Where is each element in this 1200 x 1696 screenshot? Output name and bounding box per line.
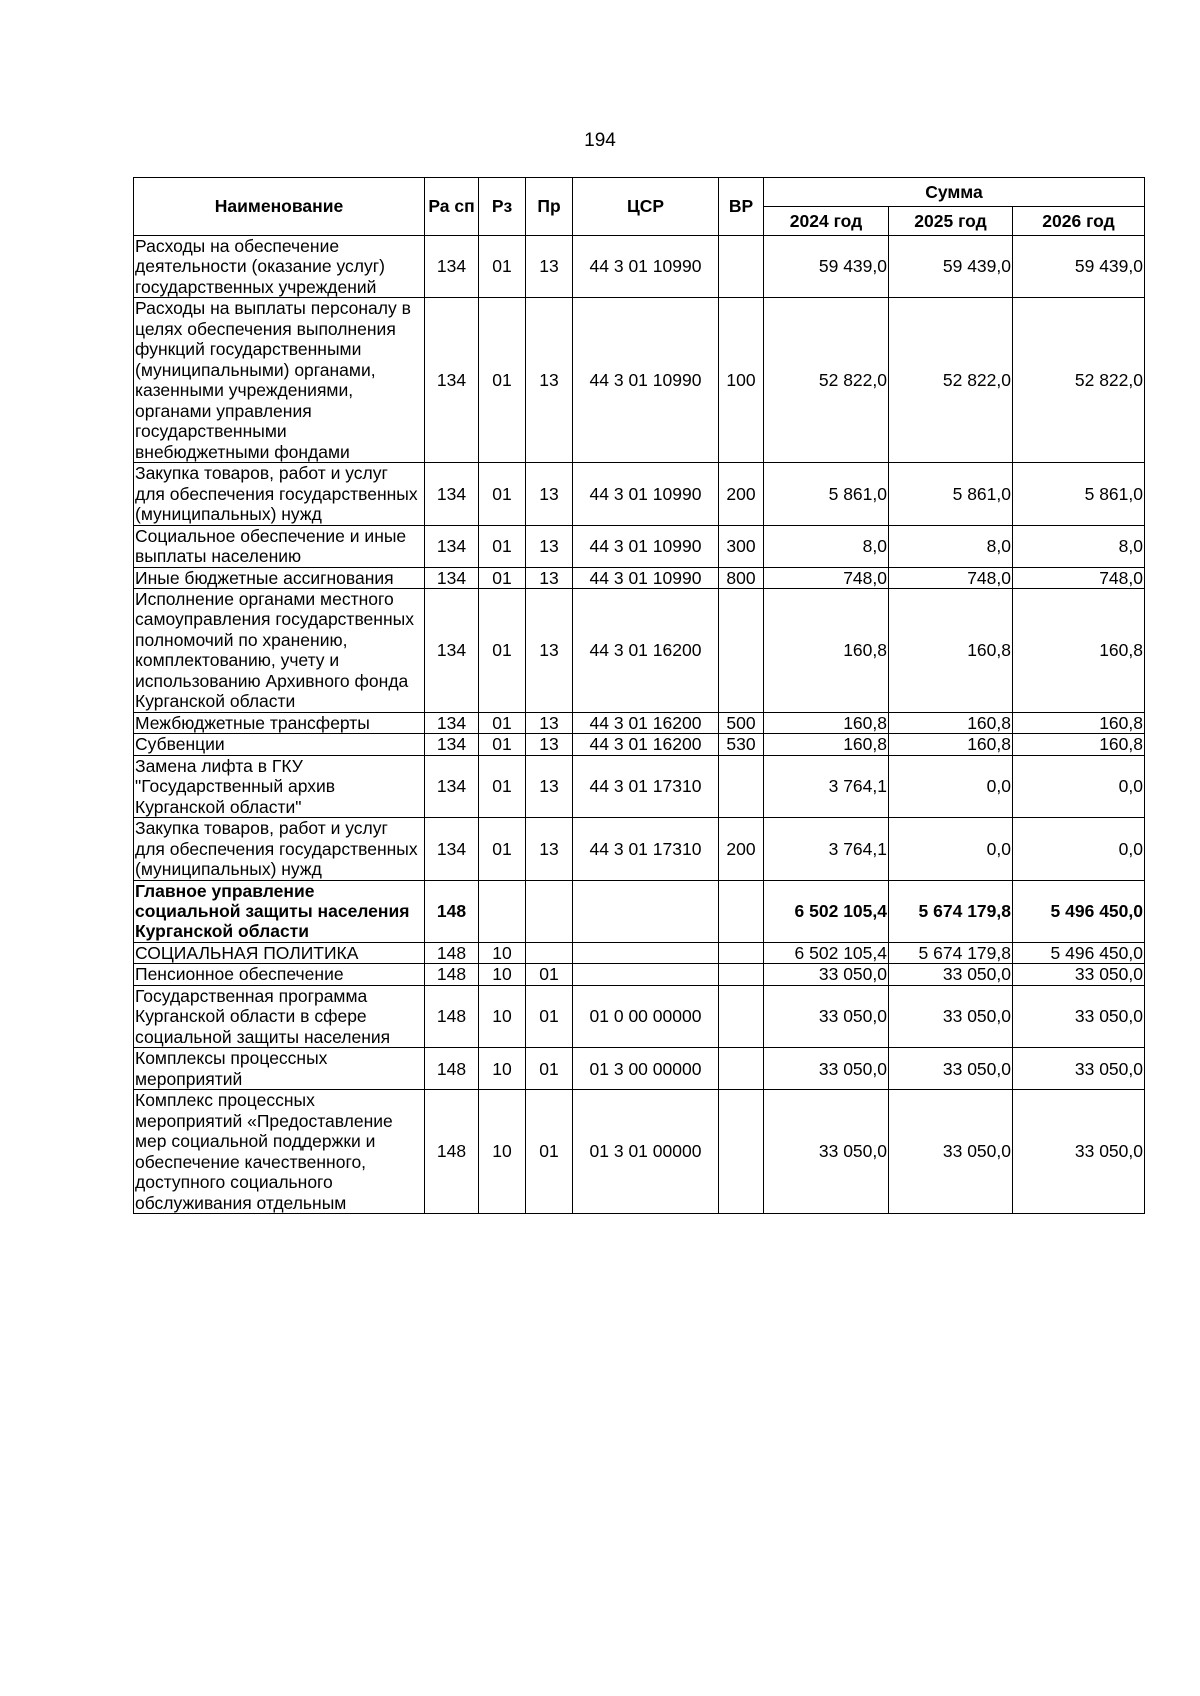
cell-rz: 01 [479, 818, 526, 880]
cell-name: Закупка товаров, работ и услуг для обеспечения государственных (муниципальных) нужд [134, 463, 425, 525]
cell-rasp: 134 [425, 712, 479, 733]
cell-pr: 13 [526, 463, 573, 525]
cell-2026: 5 496 450,0 [1013, 942, 1145, 963]
table-header [134, 178, 1145, 236]
cell-name: Комплекс процессных мероприятий «Предоставление мер социальной поддержки и обеспечение качественного, доступного социального обслуживания отдельным [134, 1090, 425, 1214]
header-2025: 2025 год [889, 207, 1013, 236]
cell-pr: 13 [526, 567, 573, 588]
cell-2026: 748,0 [1013, 567, 1145, 588]
table-row [134, 942, 1145, 963]
cell-rasp: 148 [425, 880, 479, 942]
cell-pr: 01 [526, 985, 573, 1047]
cell-name: Закупка товаров, работ и услуг для обеспечения государственных (муниципальных) нужд [134, 818, 425, 880]
cell-vr: 500 [719, 712, 764, 733]
table-row [134, 525, 1145, 567]
table-row [134, 463, 1145, 525]
cell-pr: 13 [526, 712, 573, 733]
cell-pr: 13 [526, 525, 573, 567]
cell-csr [573, 942, 719, 963]
cell-pr [526, 942, 573, 963]
header-rz: Рз [479, 178, 526, 236]
cell-2026: 0,0 [1013, 818, 1145, 880]
cell-2026: 5 496 450,0 [1013, 880, 1145, 942]
cell-name: Иные бюджетные ассигнования [134, 567, 425, 588]
cell-vr: 530 [719, 734, 764, 755]
header-vr: ВР [719, 178, 764, 236]
cell-2024: 160,8 [764, 588, 889, 712]
table-row [134, 734, 1145, 755]
header-pr: Пр [526, 178, 573, 236]
cell-csr: 44 3 01 17310 [573, 755, 719, 817]
cell-rasp: 148 [425, 1048, 479, 1090]
cell-2024: 160,8 [764, 712, 889, 733]
cell-name: Комплексы процессных мероприятий [134, 1048, 425, 1090]
cell-vr [719, 236, 764, 298]
cell-rz: 01 [479, 236, 526, 298]
table-row [134, 1090, 1145, 1214]
cell-2025: 5 861,0 [889, 463, 1013, 525]
cell-2024: 33 050,0 [764, 985, 889, 1047]
table-body [134, 236, 1145, 1214]
table-row [134, 880, 1145, 942]
header-2024: 2024 год [764, 207, 889, 236]
cell-rz: 01 [479, 567, 526, 588]
cell-2024: 8,0 [764, 525, 889, 567]
cell-csr [573, 964, 719, 985]
cell-csr: 44 3 01 10990 [573, 298, 719, 463]
cell-2024: 748,0 [764, 567, 889, 588]
cell-name: СОЦИАЛЬНАЯ ПОЛИТИКА [134, 942, 425, 963]
cell-2025: 59 439,0 [889, 236, 1013, 298]
cell-2025: 33 050,0 [889, 985, 1013, 1047]
cell-vr: 200 [719, 818, 764, 880]
table-row [134, 964, 1145, 985]
cell-vr: 800 [719, 567, 764, 588]
cell-pr [526, 880, 573, 942]
cell-pr: 01 [526, 1090, 573, 1214]
cell-vr [719, 985, 764, 1047]
cell-2024: 59 439,0 [764, 236, 889, 298]
cell-name: Пенсионное обеспечение [134, 964, 425, 985]
cell-rz: 01 [479, 525, 526, 567]
cell-2024: 33 050,0 [764, 1090, 889, 1214]
page-number: 194 [584, 130, 616, 151]
cell-2026: 33 050,0 [1013, 985, 1145, 1047]
table-row [134, 298, 1145, 463]
cell-vr: 100 [719, 298, 764, 463]
cell-rz [479, 880, 526, 942]
cell-rasp: 134 [425, 298, 479, 463]
cell-rz: 01 [479, 463, 526, 525]
cell-vr: 300 [719, 525, 764, 567]
cell-name: Межбюджетные трансферты [134, 712, 425, 733]
cell-2026: 33 050,0 [1013, 964, 1145, 985]
cell-2026: 160,8 [1013, 712, 1145, 733]
cell-2025: 33 050,0 [889, 1090, 1013, 1214]
cell-name: Расходы на выплаты персоналу в целях обеспечения выполнения функций государственными (муниципальными) органами, казенными учреждениями, органами управления государственными внебюджетными фондами [134, 298, 425, 463]
cell-2024: 6 502 105,4 [764, 880, 889, 942]
budget-table [133, 177, 1145, 1214]
table-row [134, 712, 1145, 733]
cell-rasp: 134 [425, 567, 479, 588]
cell-2024: 160,8 [764, 734, 889, 755]
cell-vr [719, 880, 764, 942]
cell-rz: 10 [479, 1090, 526, 1214]
cell-vr [719, 942, 764, 963]
cell-2024: 33 050,0 [764, 1048, 889, 1090]
cell-2025: 0,0 [889, 818, 1013, 880]
cell-vr [719, 1048, 764, 1090]
cell-csr: 44 3 01 16200 [573, 712, 719, 733]
cell-rasp: 134 [425, 755, 479, 817]
cell-name: Государственная программа Курганской области в сфере социальной защиты населения [134, 985, 425, 1047]
cell-2026: 160,8 [1013, 588, 1145, 712]
cell-csr: 44 3 01 17310 [573, 818, 719, 880]
cell-name: Исполнение органами местного самоуправления государственных полномочий по хранению, комплектованию, учету и использованию Архивного фонда Курганской области [134, 588, 425, 712]
cell-csr: 01 3 01 00000 [573, 1090, 719, 1214]
cell-csr: 44 3 01 10990 [573, 236, 719, 298]
header-csr: ЦСР [573, 178, 719, 236]
cell-rasp: 134 [425, 818, 479, 880]
cell-rasp: 148 [425, 964, 479, 985]
cell-2024: 33 050,0 [764, 964, 889, 985]
cell-2024: 52 822,0 [764, 298, 889, 463]
cell-pr: 13 [526, 734, 573, 755]
cell-name: Замена лифта в ГКУ "Государственный архив Курганской области" [134, 755, 425, 817]
cell-2024: 6 502 105,4 [764, 942, 889, 963]
table-row [134, 588, 1145, 712]
cell-2025: 748,0 [889, 567, 1013, 588]
cell-rz: 01 [479, 734, 526, 755]
table-row [134, 236, 1145, 298]
cell-pr: 13 [526, 236, 573, 298]
cell-2025: 52 822,0 [889, 298, 1013, 463]
cell-rasp: 148 [425, 942, 479, 963]
cell-2026: 0,0 [1013, 755, 1145, 817]
cell-csr: 44 3 01 16200 [573, 588, 719, 712]
cell-csr: 44 3 01 10990 [573, 567, 719, 588]
cell-pr: 13 [526, 755, 573, 817]
cell-2025: 5 674 179,8 [889, 880, 1013, 942]
cell-rz: 10 [479, 942, 526, 963]
cell-2025: 33 050,0 [889, 964, 1013, 985]
cell-rz: 01 [479, 298, 526, 463]
cell-vr [719, 588, 764, 712]
cell-pr: 13 [526, 298, 573, 463]
cell-2024: 3 764,1 [764, 755, 889, 817]
cell-rz: 01 [479, 712, 526, 733]
header-rasp: Ра сп [425, 178, 479, 236]
cell-csr: 01 0 00 00000 [573, 985, 719, 1047]
cell-vr [719, 964, 764, 985]
cell-2025: 160,8 [889, 712, 1013, 733]
cell-csr: 44 3 01 10990 [573, 525, 719, 567]
cell-vr: 200 [719, 463, 764, 525]
table-row [134, 755, 1145, 817]
cell-rz: 01 [479, 588, 526, 712]
cell-2025: 33 050,0 [889, 1048, 1013, 1090]
cell-pr: 13 [526, 588, 573, 712]
cell-rasp: 134 [425, 463, 479, 525]
cell-pr: 01 [526, 1048, 573, 1090]
cell-2026: 5 861,0 [1013, 463, 1145, 525]
cell-rasp: 148 [425, 985, 479, 1047]
cell-pr: 13 [526, 818, 573, 880]
cell-2025: 8,0 [889, 525, 1013, 567]
cell-2026: 33 050,0 [1013, 1048, 1145, 1090]
table-row [134, 985, 1145, 1047]
cell-pr: 01 [526, 964, 573, 985]
cell-rz: 01 [479, 755, 526, 817]
cell-vr [719, 755, 764, 817]
header-name: Наименование [134, 178, 425, 236]
table-row [134, 567, 1145, 588]
header-sum: Сумма [764, 178, 1145, 207]
cell-name: Социальное обеспечение и иные выплаты населению [134, 525, 425, 567]
cell-rasp: 148 [425, 1090, 479, 1214]
cell-vr [719, 1090, 764, 1214]
cell-2026: 8,0 [1013, 525, 1145, 567]
cell-2024: 5 861,0 [764, 463, 889, 525]
cell-rasp: 134 [425, 525, 479, 567]
cell-csr: 44 3 01 16200 [573, 734, 719, 755]
cell-2026: 59 439,0 [1013, 236, 1145, 298]
cell-2026: 52 822,0 [1013, 298, 1145, 463]
cell-name: Расходы на обеспечение деятельности (оказание услуг) государственных учреждений [134, 236, 425, 298]
cell-2026: 33 050,0 [1013, 1090, 1145, 1214]
cell-rasp: 134 [425, 734, 479, 755]
header-2026: 2026 год [1013, 207, 1145, 236]
cell-rz: 10 [479, 1048, 526, 1090]
cell-rz: 10 [479, 964, 526, 985]
table-row [134, 818, 1145, 880]
cell-2026: 160,8 [1013, 734, 1145, 755]
cell-csr: 01 3 00 00000 [573, 1048, 719, 1090]
cell-rz: 10 [479, 985, 526, 1047]
cell-2024: 3 764,1 [764, 818, 889, 880]
cell-rasp: 134 [425, 588, 479, 712]
cell-rasp: 134 [425, 236, 479, 298]
table-row [134, 1048, 1145, 1090]
cell-2025: 160,8 [889, 588, 1013, 712]
cell-csr [573, 880, 719, 942]
cell-2025: 5 674 179,8 [889, 942, 1013, 963]
cell-name: Главное управление социальной защиты населения Курганской области [134, 880, 425, 942]
cell-2025: 0,0 [889, 755, 1013, 817]
cell-2025: 160,8 [889, 734, 1013, 755]
cell-csr: 44 3 01 10990 [573, 463, 719, 525]
cell-name: Субвенции [134, 734, 425, 755]
